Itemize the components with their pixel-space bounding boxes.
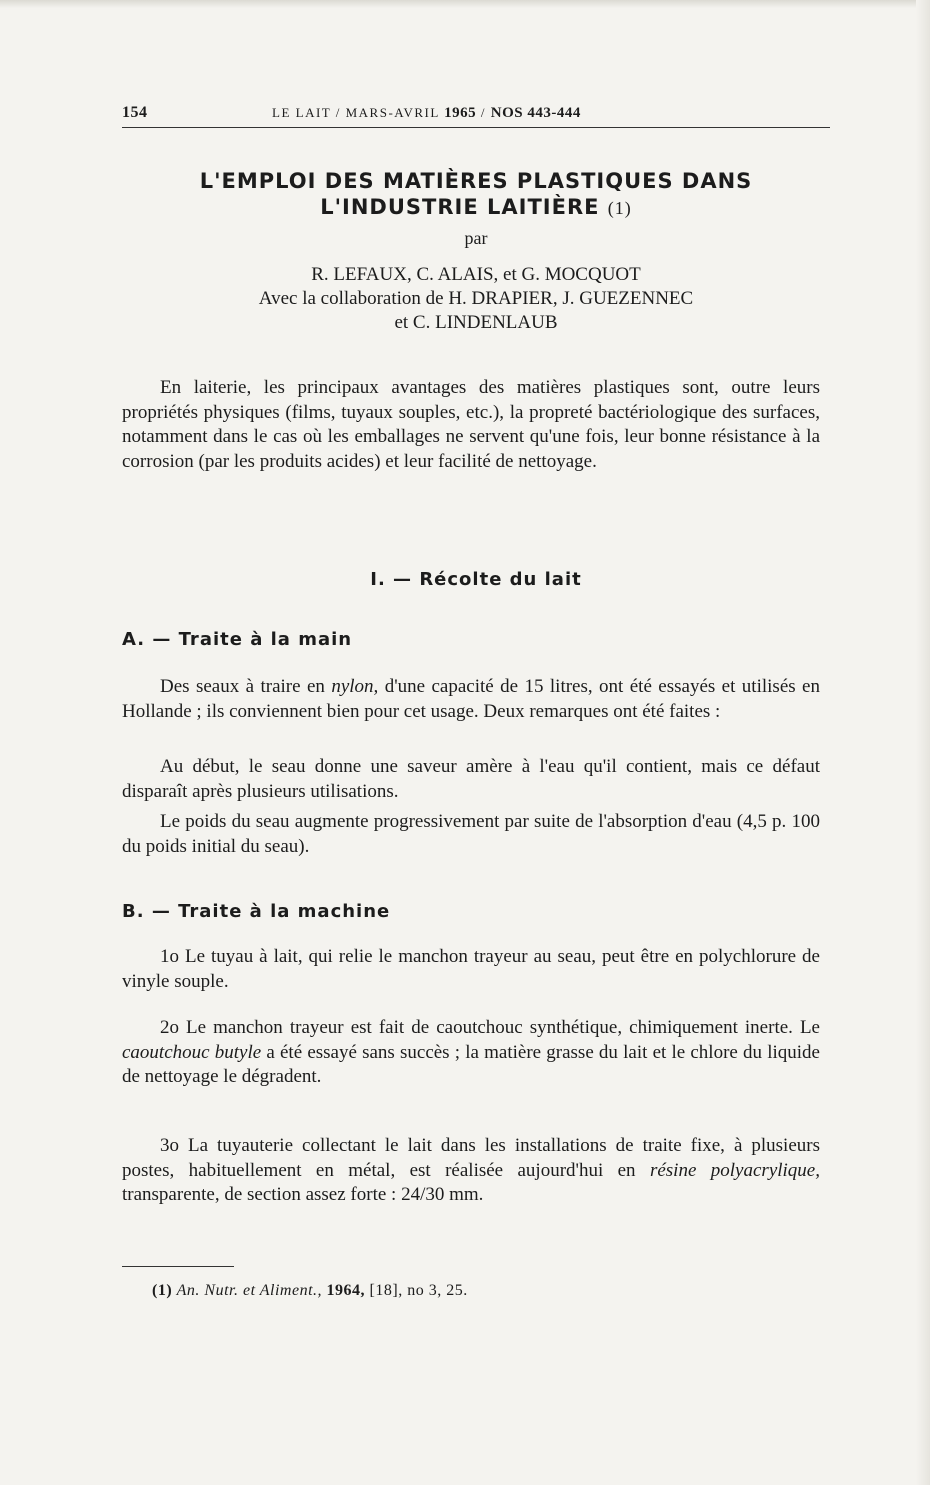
- running-head: [122, 104, 830, 126]
- paragraph-tuyauterie: [122, 1134, 820, 1208]
- footnote: [152, 1282, 468, 1300]
- collaborators-line: Avec la collaboration de H. DRAPIER, J. GUEZENNEC: [258, 288, 694, 309]
- subheading-traite-main: A. — Traite à la main: [122, 629, 353, 650]
- seaux-text-1: Des seaux à traire en: [160, 676, 332, 697]
- manchon-text-1: 2o Le manchon trayeur est fait de caoutchouc synthétique, chimiquement inerte. Le: [160, 1017, 820, 1038]
- footnote-number: (1): [152, 1282, 173, 1299]
- paragraph-manchon: [122, 1016, 820, 1090]
- subheading-traite-machine: B. — Traite à la machine: [122, 901, 391, 922]
- authors-block: [122, 263, 830, 335]
- tuyauterie-text-2: transparente, de section assez forte : 24/30 mm.: [122, 1184, 484, 1205]
- article-title: [122, 168, 830, 221]
- paragraph-saveur: [122, 755, 820, 804]
- paragraph-poids: [122, 810, 820, 859]
- header-rule: [122, 127, 830, 128]
- authors-line: R. LEFAUX, C. ALAIS, et G. MOCQUOT: [311, 264, 641, 285]
- saveur-text: Au début, le seau donne une saveur amère à l'eau qu'il contient, mais ce défaut disparaît après plusieurs utilisations.: [122, 756, 820, 802]
- footnote-source: An. Nutr. et Aliment.,: [176, 1282, 323, 1299]
- seaux-text-italic: nylon,: [331, 676, 379, 697]
- footnote-year: 1964,: [326, 1282, 366, 1299]
- tuyauterie-text-italic: résine polyacrylique,: [649, 1159, 820, 1181]
- page-right-edge: [916, 0, 930, 1485]
- tuyauterie-text-1: 3o La tuyauterie collectant le lait dans les installations de traite fixe, à plusieurs postes, habituellement en métal, est réalisée aujourd'hui en: [122, 1135, 820, 1181]
- paragraph-tuyau: [122, 945, 820, 994]
- manchon-text-italic: caoutchouc butyle: [122, 1041, 262, 1063]
- seaux-text-2: d'une capacité de 15 litres, ont été essayés et utilisés en Hollande ; ils conviennent bien pour cet usage. Deux remarques ont été faites :: [122, 676, 820, 722]
- journal-issue: [272, 105, 581, 122]
- title-line-2: [122, 194, 830, 221]
- journal-name: LE LAIT / MARS-AVRIL: [272, 105, 440, 120]
- title-footnote-ref: (1): [607, 198, 632, 218]
- paragraph-seaux: [122, 675, 820, 724]
- journal-issue-number: NOS 443-444: [490, 105, 581, 121]
- page-number: 154: [122, 104, 148, 121]
- title-line-1: L'EMPLOI DES MATIÈRES PLASTIQUES DANS: [199, 169, 753, 193]
- byline-par: par: [464, 228, 488, 248]
- collaborators-line-2: et C. LINDENLAUB: [394, 312, 558, 333]
- title-line-2-text: L'INDUSTRIE LAITIÈRE: [320, 195, 600, 219]
- intro-text: En laiterie, les principaux avantages des matières plastiques sont, outre leurs propriétés physiques (films, tuyaux souples, etc.), la propreté bactériologique des surfaces, notamment dans le cas où les emballages ne servent qu'une fois, leur bonne résistance à la corrosion (par les produits acides) et leur facilité de nettoyage.: [122, 377, 820, 472]
- poids-text: Le poids du seau augmente progressivement par suite de l'absorption d'eau (4,5 p. 100 du poids initial du seau).: [122, 811, 820, 857]
- footnote-rest: [18], no 3, 25.: [369, 1282, 468, 1299]
- journal-year: 1965: [444, 105, 477, 121]
- manchon-text-2: a été essayé sans succès ; la matière grasse du lait et le chlore du liquide de nettoyage le dégradent.: [122, 1041, 820, 1087]
- intro-paragraph: [122, 376, 820, 474]
- footnote-rule: [122, 1266, 234, 1267]
- section-heading-recolte: I. — Récolte du lait: [370, 569, 582, 590]
- page-top-edge: [0, 0, 930, 8]
- tuyau-text: 1o Le tuyau à lait, qui relie le manchon trayeur au seau, peut être en polychlorure de vinyle souple.: [122, 946, 820, 992]
- issue-separator: /: [480, 105, 486, 120]
